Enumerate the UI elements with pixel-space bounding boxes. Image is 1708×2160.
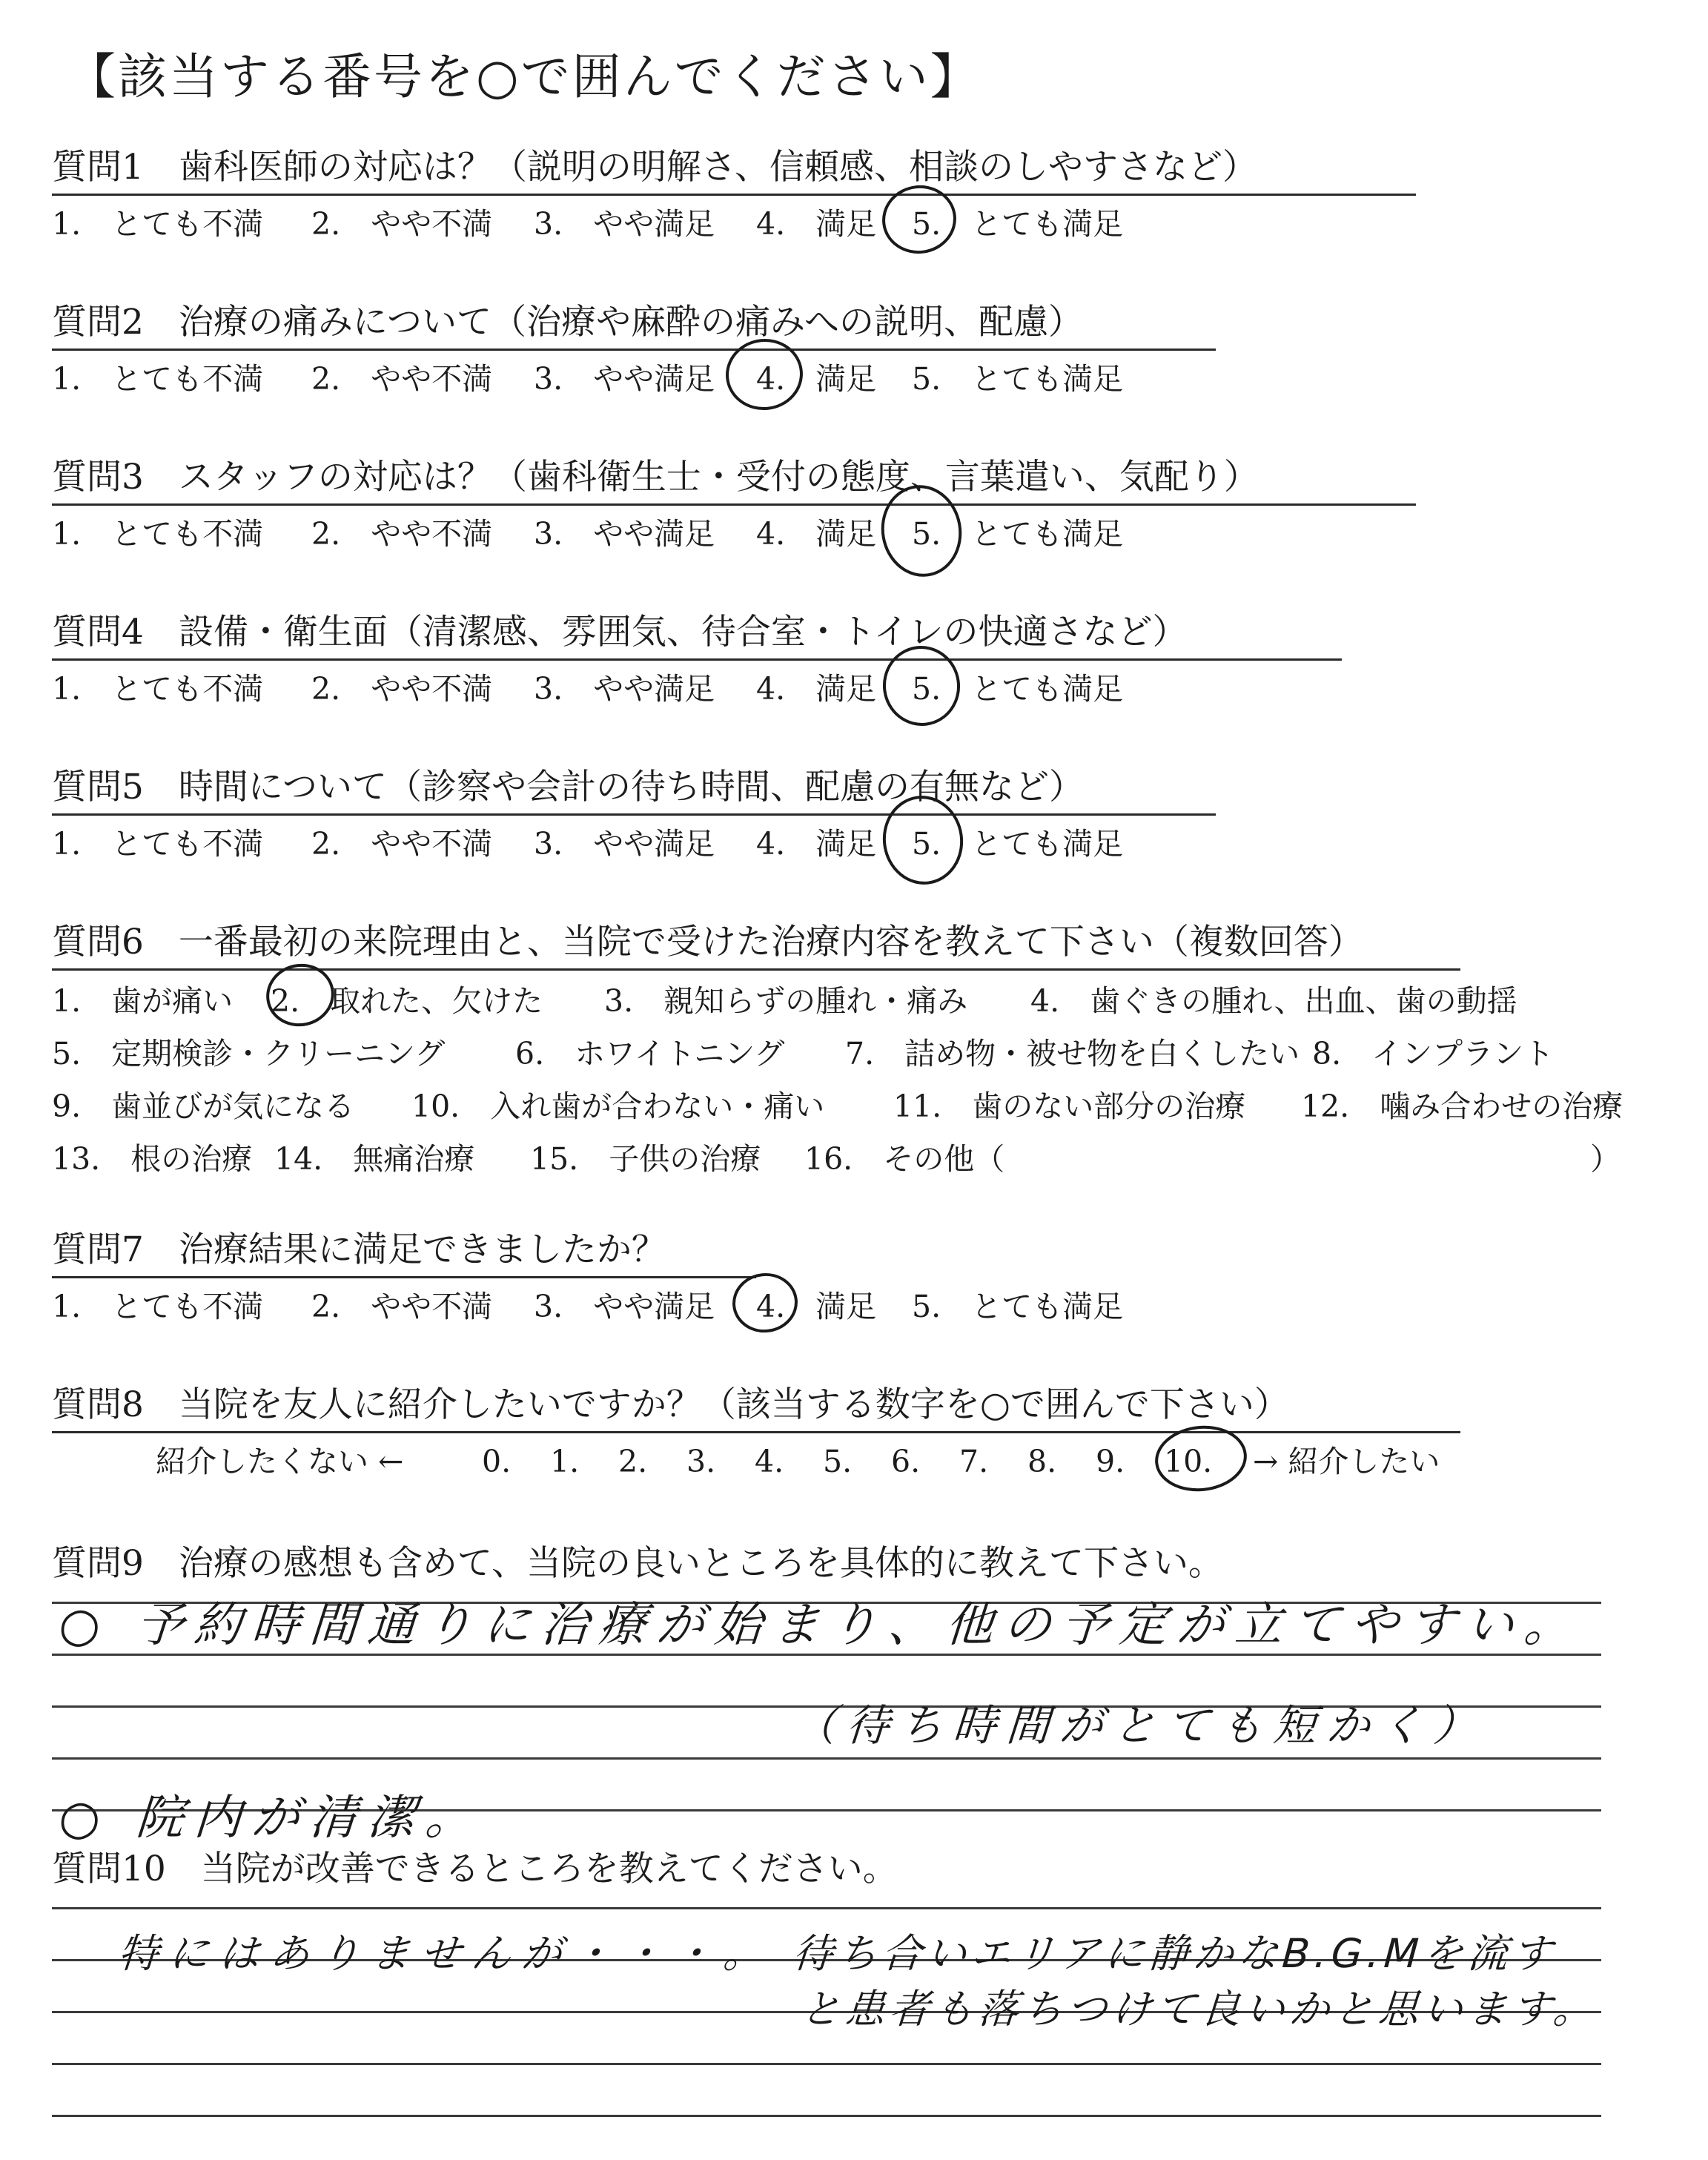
option-3[interactable]: 3. やや満足	[534, 1289, 715, 1324]
handwritten-answer-line-2: （待ち時間がとても短かく）	[791, 1700, 1489, 1751]
scale-1[interactable]: 1.	[550, 1444, 580, 1479]
answer-line	[52, 2115, 1601, 2117]
option-2[interactable]: 2. やや不満	[311, 1289, 493, 1324]
question-2-title: 質問2 治療の痛みについて（治療や麻酔の痛みへの説明、配慮）	[52, 302, 1084, 343]
q6-option-12[interactable]: 12. 噛み合わせの治療	[1301, 1089, 1623, 1124]
question-9-title-wrap	[52, 1541, 1223, 1587]
option-1[interactable]: 1. とても不満	[52, 516, 264, 552]
question-10-answer-area[interactable]	[52, 1907, 1601, 2130]
option-1[interactable]: 1. とても不満	[52, 826, 264, 862]
question-4-title: 質問4 設備・衛生面（清潔感、雰囲気、待合室・トイレの快適さなど）	[52, 612, 1188, 653]
question-1-rule	[52, 194, 1416, 196]
q6-option-11[interactable]: 11. 歯のない部分の治療	[893, 1089, 1246, 1124]
question-1-title: 質問1 歯科医師の対応は？（説明の明解さ、信頼感、相談のしやすさなど）	[52, 147, 1258, 188]
scale-right-label: → 紹介したい	[1253, 1444, 1440, 1479]
question-2-rule	[52, 349, 1216, 351]
answer-line	[52, 1757, 1601, 1760]
question-1-options	[52, 200, 1416, 248]
handwritten-answer-line-1: ○ 予約時間通りに治療が始まり、他の予定が立てやすい。	[56, 1598, 1584, 1653]
question-6-title: 質問6 一番最初の来院理由と、当院で受けた治療内容を教えて下さい（複数回答）	[52, 922, 1363, 962]
q6-option-4[interactable]: 4. 歯ぐきの腫れ、出血、歯の動揺	[1030, 983, 1517, 1019]
option-4[interactable]: 4. 満足	[756, 361, 877, 397]
question-8	[52, 1382, 1460, 1485]
option-2[interactable]: 2. やや不満	[311, 826, 493, 862]
option-3[interactable]: 3. やや満足	[534, 826, 715, 862]
question-7-title: 質問7 治療結果に満足できましたか？	[52, 1229, 666, 1270]
option-1[interactable]: 1. とても不満	[52, 1289, 264, 1324]
question-7-options	[52, 1283, 1124, 1330]
question-2-options	[52, 355, 1216, 403]
question-4-rule	[52, 658, 1342, 661]
option-5[interactable]: 5. とても満足	[912, 826, 1124, 862]
q6-row-2	[52, 1028, 1646, 1080]
scale-6[interactable]: 6.	[891, 1444, 921, 1479]
q6-option-13[interactable]: 13. 根の治療	[52, 1141, 253, 1177]
question-5	[52, 764, 1216, 868]
question-3	[52, 455, 1416, 558]
option-4[interactable]: 4. 満足	[756, 206, 877, 242]
question-6	[52, 919, 1646, 1186]
question-3-title: 質問3 スタッフの対応は？（歯科衛生士・受付の態度、言葉遣い、気配り）	[52, 457, 1259, 498]
question-7-rule	[52, 1276, 756, 1278]
q6-other-close-paren: ）	[1590, 1141, 1621, 1177]
question-3-rule	[52, 503, 1416, 506]
handwritten-answer-line-1: 特にはありませんが・・・。	[116, 1930, 775, 1977]
option-2[interactable]: 2. やや不満	[311, 206, 493, 242]
scale-3[interactable]: 3.	[686, 1444, 716, 1479]
scale-2[interactable]: 2.	[618, 1444, 648, 1479]
option-1[interactable]: 1. とても不満	[52, 671, 264, 707]
question-8-rule	[52, 1431, 1460, 1433]
question-4	[52, 610, 1342, 713]
option-1[interactable]: 1. とても不満	[52, 206, 264, 242]
q6-option-15[interactable]: 15. 子供の治療	[530, 1141, 761, 1177]
question-4-options	[52, 665, 1342, 713]
option-5[interactable]: 5. とても満足	[912, 671, 1124, 707]
question-10-title: 質問10 当院が改善できるところを教えてください。	[52, 1849, 898, 1889]
option-4[interactable]: 4. 満足	[756, 826, 877, 862]
q6-option-1[interactable]: 1. 歯が痛い	[52, 983, 234, 1019]
q6-option-5[interactable]: 5. 定期検診・クリーニング	[52, 1036, 446, 1071]
option-5[interactable]: 5. とても満足	[912, 361, 1124, 397]
scale-0[interactable]: 0.	[482, 1444, 512, 1479]
q6-option-3[interactable]: 3. 親知らずの腫れ・痛み	[604, 983, 968, 1019]
question-9-answer-area[interactable]	[52, 1598, 1601, 1846]
q6-option-9[interactable]: 9. 歯並びが気になる	[52, 1089, 355, 1124]
answer-line	[52, 2063, 1601, 2065]
option-3[interactable]: 3. やや満足	[534, 206, 715, 242]
option-3[interactable]: 3. やや満足	[534, 671, 715, 707]
handwritten-answer-line-3: と患者も落ちつけて良いかと思います。	[798, 1986, 1600, 2032]
question-7	[52, 1227, 1124, 1330]
option-5[interactable]: 5. とても満足	[912, 1289, 1124, 1324]
question-3-options	[52, 510, 1416, 558]
q6-option-10[interactable]: 10. 入れ歯が合わない・痛い	[411, 1089, 825, 1124]
q6-row-1	[52, 975, 1646, 1028]
q6-row-3	[52, 1080, 1646, 1133]
answer-line	[52, 1907, 1601, 1909]
option-3[interactable]: 3. やや満足	[534, 361, 715, 397]
q6-option-7[interactable]: 7. 詰め物・被せ物を白くしたい	[845, 1036, 1300, 1071]
option-4[interactable]: 4. 満足	[756, 1289, 877, 1324]
option-4[interactable]: 4. 満足	[756, 516, 877, 552]
q6-option-14[interactable]: 14. 無痛治療	[274, 1141, 475, 1177]
option-5[interactable]: 5. とても満足	[912, 206, 1124, 242]
question-5-title: 質問5 時間について（診察や会計の待ち時間、配慮の有無など）	[52, 767, 1084, 807]
q6-option-6[interactable]: 6. ホワイトニング	[515, 1036, 785, 1071]
option-4[interactable]: 4. 満足	[756, 671, 877, 707]
option-3[interactable]: 3. やや満足	[534, 516, 715, 552]
q6-option-16[interactable]: 16. その他（	[804, 1141, 1005, 1177]
question-2	[52, 300, 1216, 403]
scale-left-label: 紹介したくない ←	[156, 1444, 404, 1479]
question-8-title: 質問8 当院を友人に紹介したいですか？（該当する数字を○で囲んで下さい）	[52, 1384, 1289, 1425]
question-5-options	[52, 820, 1216, 868]
question-1	[52, 145, 1416, 248]
scale-9[interactable]: 9.	[1096, 1444, 1125, 1479]
option-2[interactable]: 2. やや不満	[311, 361, 493, 397]
question-9-title: 質問9 治療の感想も含めて、当院の良いところを具体的に教えて下さい。	[52, 1543, 1223, 1584]
question-6-rule	[52, 968, 1460, 971]
scale-10[interactable]: 10.	[1164, 1444, 1213, 1479]
option-2[interactable]: 2. やや不満	[311, 671, 493, 707]
q6-option-8[interactable]: 8. インプラント	[1312, 1036, 1555, 1071]
handwritten-answer-line-3: ○ 院内が清潔。	[56, 1791, 486, 1846]
option-5[interactable]: 5. とても満足	[912, 516, 1124, 552]
option-2[interactable]: 2. やや不満	[311, 516, 493, 552]
question-8-scale	[52, 1438, 1460, 1485]
q6-row-4	[52, 1133, 1646, 1186]
question-5-rule	[52, 813, 1216, 816]
scale-8[interactable]: 8.	[1027, 1444, 1057, 1479]
handwritten-answer-line-2: 待ち合いエリアに静かなB.G.Mを流す	[791, 1930, 1558, 1977]
q6-option-2[interactable]: 2. 取れた、欠けた	[271, 983, 543, 1019]
question-10-title-wrap	[52, 1846, 898, 1892]
scale-5[interactable]: 5.	[823, 1444, 853, 1479]
option-1[interactable]: 1. とても不満	[52, 361, 264, 397]
scale-4[interactable]: 4.	[755, 1444, 784, 1479]
instruction-header: 【該当する番号を○で囲んでください】	[67, 48, 982, 105]
scale-7[interactable]: 7.	[959, 1444, 989, 1479]
